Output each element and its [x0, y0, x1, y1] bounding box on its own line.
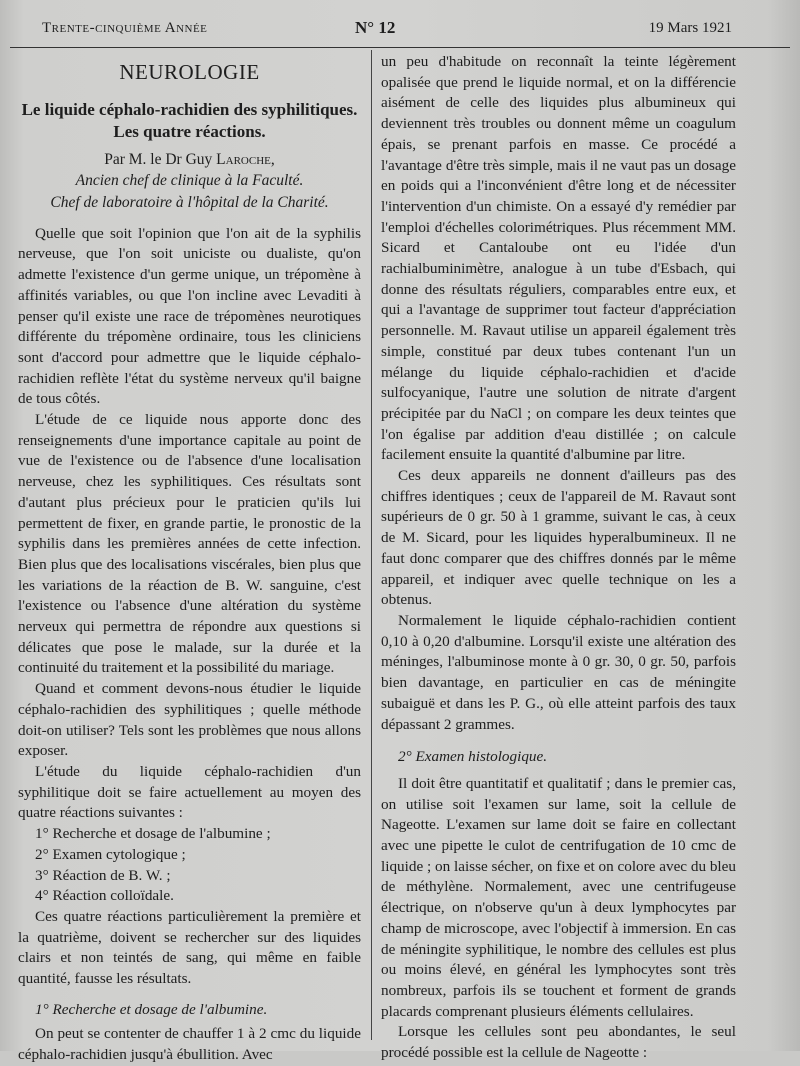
subsection-heading: 1° Recherche et dosage de l'albumine.	[35, 1000, 268, 1018]
left-column	[18, 52, 361, 1066]
author-affiliations	[18, 170, 361, 214]
affiliation-2: Chef de laboratoire à l'hôpital de la Charité.	[50, 193, 329, 211]
affiliation-1: Ancien chef de clinique à la Faculté.	[75, 171, 304, 189]
section-title: NEUROLOGIE	[119, 60, 260, 84]
header-rule	[10, 47, 790, 48]
paragraph: Il doit être quantitatif et qualitatif ; dans le premier cas, on utilise soit l'examen sur lame, soit la cellule de Nageotte. L'examen sur lame doit se faire en collectant avec une pipette le culot de centrifugation de 10 cmc de liquide ; on laisse sécher, on fixe et on colore avec du bleu de méthylène. Normalement, avec une centrifugeuse électrique, on n'observe qu'un à deux lymphocytes par champ de microscope, avec l'objectif à immersion. En cas de méningite syphilitique, le nombre des cellules est plus ou moins élevé, en général les lymphocytes sont très nombreux, parfois ils se touchent et forment de grands placards comprenant plusieurs éléments cellulaires.	[381, 774, 736, 1020]
paragraph: Ces quatre réactions particulièrement la première et la quatrième, doivent se rechercher sur des liquides clairs et non teintés de sang, qui même en faible quantité, fausse les résultats.	[18, 907, 361, 988]
issue-date: 19 Mars 1921	[648, 20, 732, 36]
list-item: 3° Réaction de B. W. ;	[35, 866, 171, 884]
byline-prefix: Par M. le Dr Guy	[104, 150, 213, 168]
list-item: 2° Examen cytologique ;	[35, 845, 186, 863]
paragraph: L'étude de ce liquide nous apporte donc des renseignements d'une importance capitale au point de vue de l'existence ou de l'absence d'une localisation nerveuse, chez les syphilitiques. Ces résultats sont d'autant plus précieux pour le praticien qu'ils lui permettent de fixer, en grande partie, le pronostic de la syphilis dans les premières années de cette infection. Bien plus que des localisations viscérales, bien plus que les variations de la réaction de B. W. sanguine, c'est l'existence ou l'absence d'une altération du système nerveux qui permettra de répondre aux questions si délicates que pose le malade, sur la durée et la continuité du traitement et la possibilité du mariage.	[18, 411, 361, 677]
paragraph: On peut se contenter de chauffer 1 à 2 cmc du liquide céphalo-rachidien jusqu'à ébullition. Avec	[18, 1025, 361, 1064]
issue-number: N° 12	[355, 18, 396, 37]
list-item: 4° Réaction colloïdale.	[35, 887, 174, 905]
paragraph: Ces deux appareils ne donnent d'ailleurs pas des chiffres identiques ; ceux de l'appareil de M. Ravaut sont supérieurs de 0 gr. 50 à 1 gramme, suivant le cas, à ceux de M. Sicard, pour les liquides hyperalbumineux. Il ne faut donc comparer que des chiffres donnés par le même appareil, et indiquer avec quelle technique on les a obtenus.	[381, 467, 736, 609]
volume-year: Trente-cinquième Année	[42, 20, 208, 36]
article-title-line2: Les quatre réactions.	[113, 121, 266, 141]
subsection-heading: 2° Examen histologique.	[398, 748, 548, 766]
author-name: Laroche,	[216, 150, 275, 168]
paragraph: Lorsque les cellules sont peu abondantes, le seul procédé possible est la cellule de Nageotte :	[381, 1023, 736, 1062]
paragraph: un peu d'habitude on reconnaît la teinte légèrement opalisée que prend le liquide normal, et on la différencie aisément de celle des liquides plus albumineux qui deviennent très troubles ou donnent même un coagulum épais, se prenant parfois en masse. Ce procédé a l'avantage d'être très simple, mais il ne vaut pas un dosage en poids qui a l'inconvénient d'être long et de nécessiter l'intervention d'un chimiste. On a essayé d'y remédier par l'emploi d'échelles colorimétriques. Plus récemment MM. Sicard et Cantaloube ont eu l'idée d'un rachialbuminimètre, analogue à un tube d'Esbach, qui donne des résultats réguliers, comparables entre eux, et qui a l'avantage de supprimer tout facteur d'appréciation personnelle. M. Ravaut utilise un appareil également très simple, constitué par deux tubes contenant l'un un mélange du liquide céphalo-rachidien et d'acide sulfocyanique, l'autre une solution de nitrate d'argent précipitée par du NaCl ; on compare les deux teintes que l'on égalise par addition d'eau distillée ; on calcule facilement ensuite la quantité d'albumine par litre.	[381, 53, 736, 464]
article-title	[18, 99, 361, 143]
paragraph: Quand et comment devons-nous étudier le liquide céphalo-rachidien des syphilitiques ; quelle méthode doit-on utiliser? Tels sont les problèmes que nous allons exposer.	[18, 680, 361, 760]
paragraph: Normalement le liquide céphalo-rachidien contient 0,10 à 0,20 d'albumine. Lorsqu'il existe une altération des méninges, l'albuminose monte à 0 gr. 30, 0 gr. 50, parfois bien davantage, en particulier en cas de méningite subaiguë et dans les P. G., où elle atteint parfois des taux dépassant 2 grammes.	[381, 611, 736, 733]
paragraph: Quelle que soit l'opinion que l'on ait de la syphilis nerveuse, que l'on soit uniciste ou dualiste, qu'on admette l'existence d'un germe unique, un trépomène à affinités variables, ou que l'on incline avec Levaditi à penser qu'il existe une race de trépomènes neurotiques différente du trépomène ordinaire, tous les cliniciens sont d'accord pour admettre que le liquide céphalo-rachidien reflète l'état du système nerveux qu'il baigne de tous côtés.	[18, 224, 361, 408]
article-title-line1: Le liquide céphalo-rachidien des syphilitiques.	[21, 99, 358, 119]
paragraph: L'étude du liquide céphalo-rachidien d'un syphilitique doit se faire actuellement au moyen des quatre réactions suivantes :	[18, 762, 361, 822]
list-item: 1° Recherche et dosage de l'albumine ;	[35, 825, 271, 843]
byline	[18, 149, 361, 170]
column-divider	[371, 50, 372, 1040]
page-header	[42, 18, 732, 46]
right-column	[381, 52, 736, 1064]
